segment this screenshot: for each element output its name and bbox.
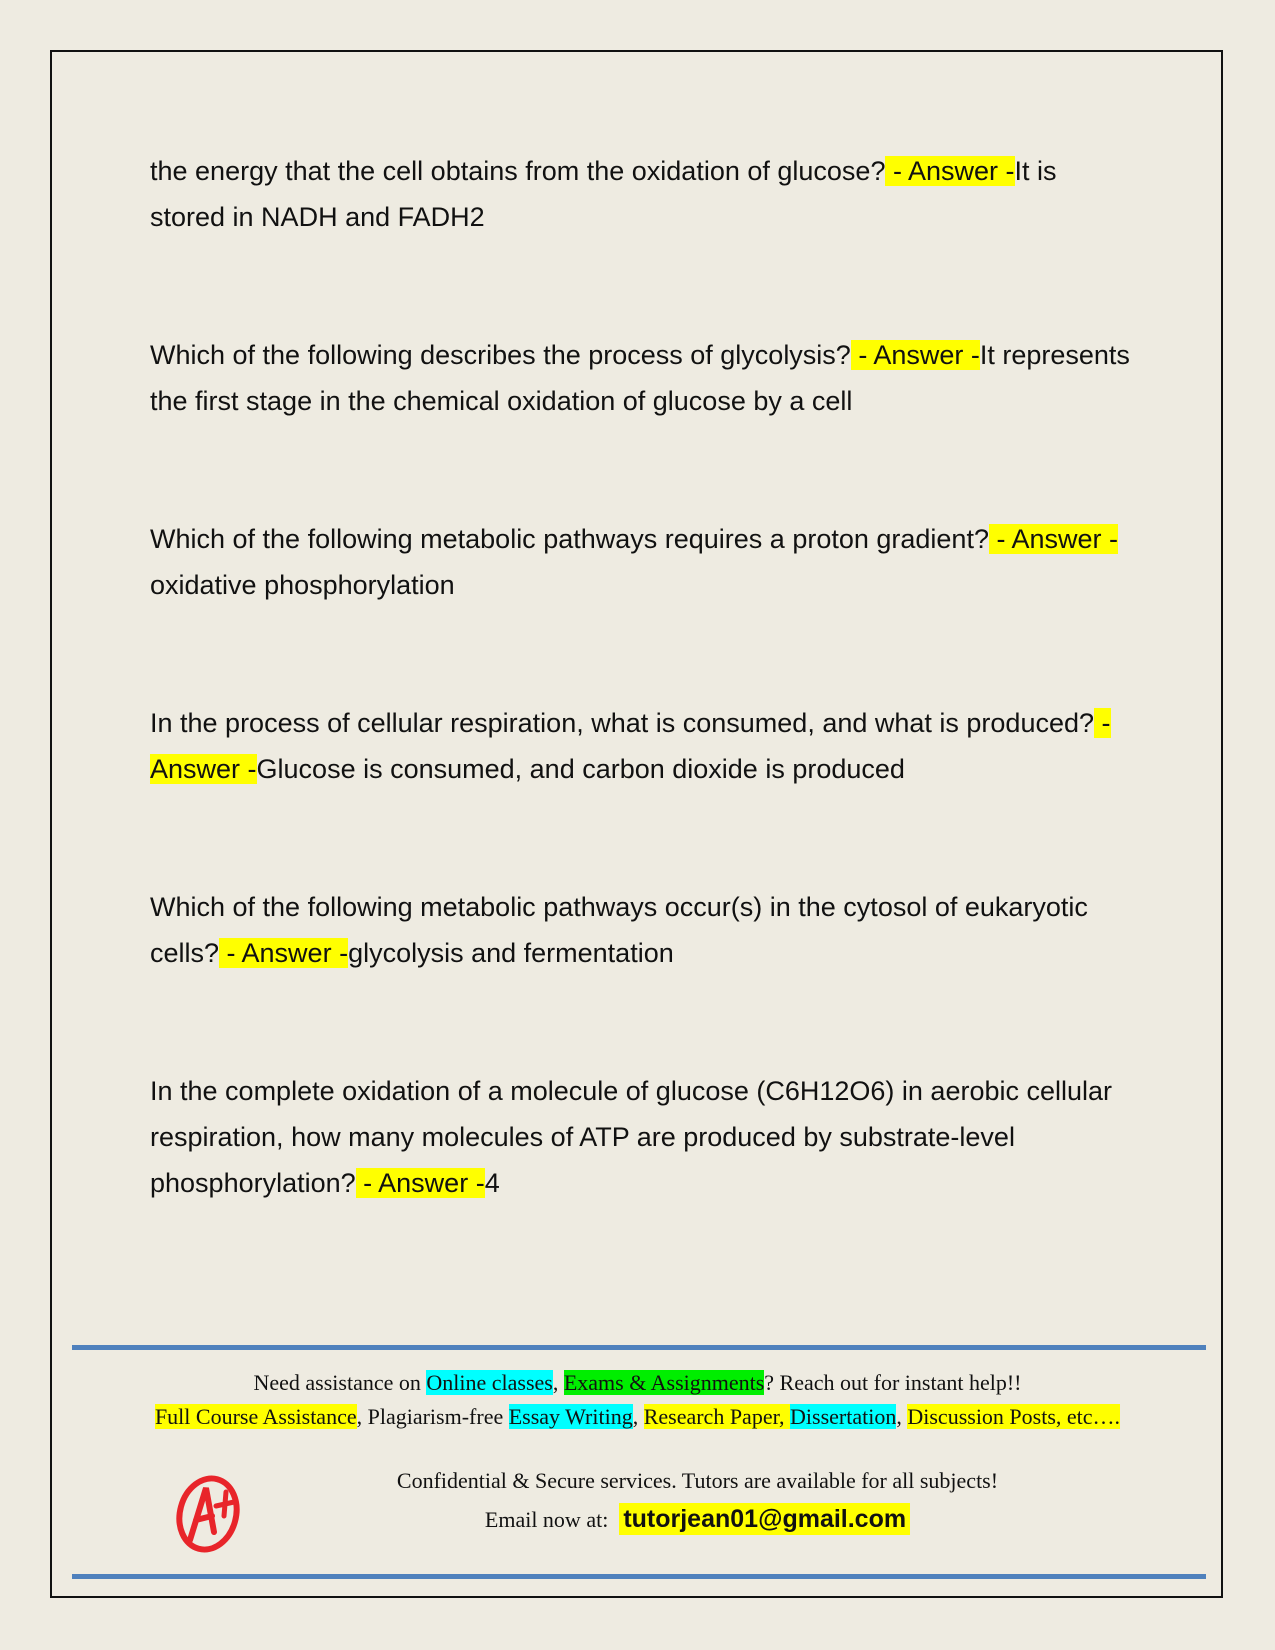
answer-label: - Answer - — [850, 340, 980, 370]
footer-promo — [60, 1366, 1215, 1434]
qa-item — [150, 884, 1130, 976]
footer-divider-top — [72, 1345, 1206, 1350]
question: Which of the following describes the process of glycolysis? — [150, 340, 851, 370]
answer: Glucose is consumed, and carbon dioxide is produced — [256, 754, 905, 784]
question: In the complete oxidation of a molecule of glucose (C6H12O6) in aerobic cellular respiration, how many molecules of ATP are produced by substrate-level phosphorylation? — [150, 1076, 1113, 1198]
a-plus-logo-icon — [172, 1470, 248, 1556]
qa-list — [150, 148, 1130, 1298]
confidential-line: Confidential & Secure services. Tutors are available for all subjects! — [396, 1468, 999, 1493]
footer-divider-bottom — [72, 1574, 1206, 1579]
answer-label: - Answer - — [150, 708, 1111, 784]
qa-item — [150, 1068, 1130, 1206]
answer-label: - Answer - — [885, 156, 1015, 186]
highlight-discussion: Discussion Posts, etc…. — [907, 1404, 1121, 1429]
highlight-essay: Essay Writing — [508, 1404, 633, 1429]
text: , Plagiarism-free — [356, 1404, 509, 1429]
promo-line-1 — [60, 1366, 1215, 1400]
highlight-online-classes: Online classes — [426, 1370, 553, 1395]
qa-item — [150, 332, 1130, 424]
answer-label: - Answer - — [988, 524, 1118, 554]
email-line — [120, 1502, 1275, 1537]
email-label: Email now at: — [484, 1507, 620, 1532]
answer: glycolysis and fermentation — [348, 938, 674, 968]
highlight-full-course: Full Course Assistance — [154, 1404, 357, 1429]
highlight-exams: Exams & Assignments — [563, 1370, 765, 1395]
question: Which of the following metabolic pathways occur(s) in the cytosol of eukaryotic cells? — [150, 892, 1088, 968]
answer-label: - Answer - — [355, 1168, 485, 1198]
text: , — [632, 1404, 644, 1429]
text: Need assistance on — [253, 1370, 427, 1395]
question: In the process of cellular respiration, what is consumed, and what is produced? — [150, 708, 1095, 738]
text: , — [896, 1404, 908, 1429]
question: Which of the following metabolic pathways requires a proton gradient? — [150, 524, 989, 554]
answer-label: - Answer - — [219, 938, 349, 968]
highlight-research: Research Paper, — [643, 1404, 791, 1429]
qa-item — [150, 148, 1130, 240]
answer: It is stored in NADH and FADH2 — [150, 156, 1057, 232]
answer: oxidative phosphorylation — [150, 570, 455, 600]
answer: It represents the first stage in the chemical oxidation of glucose by a cell — [150, 340, 1130, 416]
highlight-dissertation: Dissertation — [790, 1404, 897, 1429]
text: , — [552, 1370, 564, 1395]
footer-contact — [120, 1464, 1275, 1537]
text: ? Reach out for instant help!! — [764, 1370, 1022, 1395]
answer: 4 — [484, 1168, 500, 1198]
promo-line-2 — [60, 1400, 1215, 1434]
question: the energy that the cell obtains from the oxidation of glucose? — [150, 156, 886, 186]
qa-item — [150, 700, 1130, 792]
email-link[interactable]: tutorjean01@gmail.com — [619, 1503, 910, 1535]
qa-item — [150, 516, 1130, 608]
